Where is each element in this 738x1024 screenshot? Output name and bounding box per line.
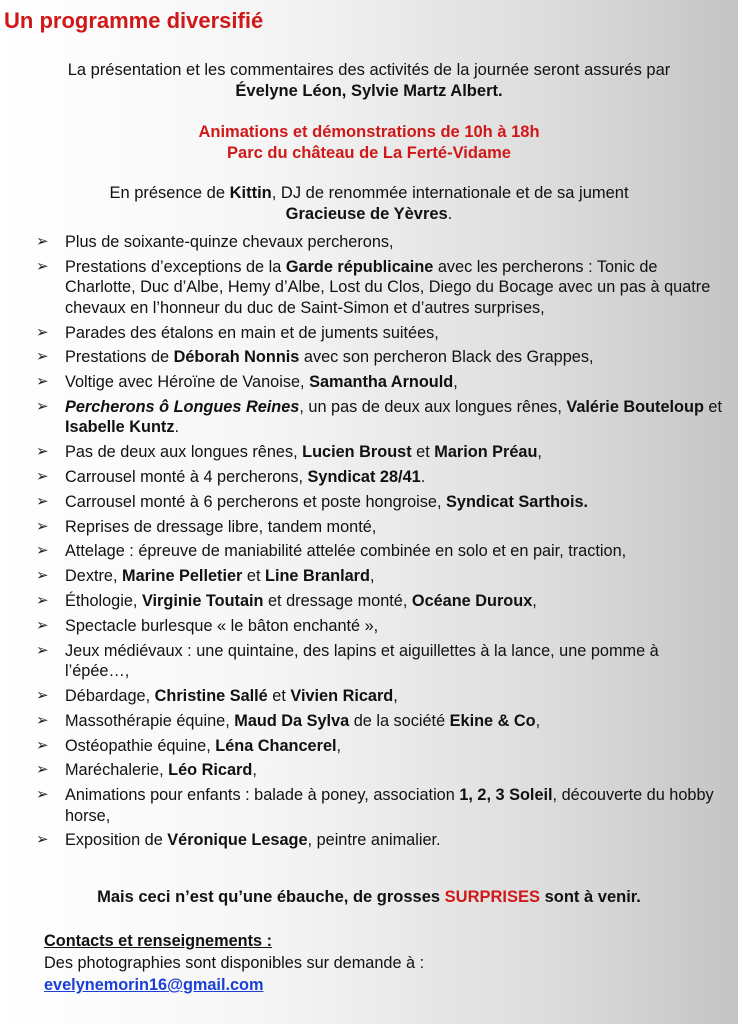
list-item: [36, 442, 726, 463]
item-text: Dextre,: [65, 567, 123, 586]
item-bold: Vivien Ricard: [290, 686, 394, 705]
item-text: et: [242, 567, 266, 586]
arrow-bullet-icon: ➢: [36, 348, 49, 366]
item-text: ,: [369, 567, 375, 586]
item-text: Prestations d’exceptions de la: [65, 257, 286, 276]
animations-hours: Animations et démonstrations de 10h à 18h: [198, 123, 540, 141]
item-bold: Léna Chancerel: [215, 736, 337, 755]
list-item: [36, 830, 726, 851]
item-bold: Véronique Lesage: [167, 831, 308, 850]
arrow-bullet-icon: ➢: [36, 616, 49, 634]
contacts-line: Des photographies sont disponibles sur demande à :: [44, 954, 425, 972]
closing-text: Mais ceci n’est qu’une ébauche, de grosses: [97, 888, 445, 906]
item-text: ,: [535, 711, 541, 730]
list-item: [36, 711, 726, 732]
contacts-heading: Contacts et renseignements :: [44, 932, 272, 950]
item-text: et: [267, 686, 291, 705]
item-text: ,: [252, 761, 257, 780]
item-bold: Garde républicaine: [285, 257, 434, 276]
arrow-bullet-icon: ➢: [36, 831, 49, 849]
list-item: [36, 257, 726, 319]
kittin-block: [0, 183, 738, 225]
closing-statement: [0, 888, 738, 907]
kittin-prefix: En présence de: [109, 184, 230, 202]
list-item: [36, 686, 726, 707]
kittin-horse: Gracieuse de Yèvres: [285, 205, 448, 223]
arrow-bullet-icon: ➢: [36, 567, 49, 585]
item-bold: 1, 2, 3 Soleil: [459, 786, 553, 805]
list-item: [36, 397, 726, 438]
item-text: ,: [453, 373, 458, 392]
arrow-bullet-icon: ➢: [36, 641, 49, 659]
item-text: Reprises de dressage libre, tandem monté,: [65, 517, 377, 536]
item-text: ,: [336, 736, 342, 755]
item-text: ,: [532, 592, 537, 611]
item-text: et: [411, 443, 435, 462]
list-item: [36, 760, 726, 781]
item-text: avec son percheron Black des Grappes,: [299, 348, 594, 367]
item-bold: Virginie Toutain: [141, 592, 264, 611]
arrow-bullet-icon: ➢: [36, 323, 49, 341]
item-text: Plus de soixante-quinze chevaux percherons,: [65, 233, 394, 251]
list-item: [36, 616, 726, 637]
list-item: [36, 641, 726, 682]
item-bold: Syndicat Sarthois.: [446, 492, 589, 511]
item-text: et: [703, 397, 723, 416]
list-item: [36, 323, 726, 344]
item-text: Exposition de: [65, 831, 168, 850]
animations-location: Parc du château de La Ferté-Vidame: [227, 144, 511, 162]
item-bold: Léo Ricard: [168, 761, 253, 780]
item-bold: Maud Da Sylva: [234, 711, 350, 730]
item-text: Massothérapie équine,: [65, 711, 235, 730]
item-text: , un pas de deux aux longues rênes,: [299, 397, 567, 416]
list-item: [36, 467, 726, 488]
arrow-bullet-icon: ➢: [36, 711, 49, 729]
item-bold-italic: Percherons ô Longues Reines: [65, 397, 300, 416]
list-item: [36, 736, 726, 757]
item-text: Maréchalerie,: [65, 761, 169, 780]
kittin-end: .: [447, 205, 453, 223]
list-item: [36, 492, 726, 513]
item-text: ,: [393, 686, 398, 705]
arrow-bullet-icon: ➢: [36, 397, 49, 415]
item-text: .: [174, 418, 180, 437]
closing-text: sont à venir.: [540, 888, 641, 906]
item-text: Carrousel monté à 6 percherons et poste hongroise,: [65, 492, 447, 511]
arrow-bullet-icon: ➢: [36, 373, 49, 391]
item-bold: Océane Duroux: [411, 592, 533, 611]
item-bold: Isabelle Kuntz: [65, 418, 175, 437]
surprises-word: SURPRISES: [444, 888, 541, 906]
animations-block: [0, 122, 738, 164]
arrow-bullet-icon: ➢: [36, 761, 49, 779]
item-bold: Line Branlard: [265, 567, 370, 586]
item-text: Ostéopathie équine,: [65, 736, 216, 755]
contacts-block: [44, 930, 424, 996]
item-bold: Samantha Arnould: [309, 373, 454, 392]
arrow-bullet-icon: ➢: [36, 443, 49, 461]
arrow-bullet-icon: ➢: [36, 786, 49, 804]
item-bold: Ekine & Co: [449, 711, 536, 730]
item-text: Prestations de: [65, 348, 174, 367]
item-bold: Christine Sallé: [154, 686, 268, 705]
item-bold: Marion Préau: [434, 443, 538, 462]
item-bold: Lucien Broust: [302, 443, 412, 462]
presenter-block: [0, 60, 738, 102]
list-item: [36, 591, 726, 612]
presenter-intro: La présentation et les commentaires des activités de la journée seront assurés par: [67, 61, 671, 79]
item-text: , peintre animalier.: [307, 831, 441, 850]
item-text: .: [420, 468, 426, 487]
item-bold: Marine Pelletier: [122, 567, 243, 586]
page-title: Un programme diversifié: [4, 8, 264, 33]
arrow-bullet-icon: ➢: [36, 257, 49, 275]
arrow-bullet-icon: ➢: [36, 592, 49, 610]
item-text: Attelage : épreuve de maniabilité attelée combinée en solo et en pair, traction,: [65, 542, 627, 561]
arrow-bullet-icon: ➢: [36, 468, 49, 486]
item-text: Jeux médiévaux : une quintaine, des lapins et aiguillettes à la lance, une pomme à l’épée…,: [65, 641, 659, 681]
item-text: , découverte du hobby horse,: [65, 786, 714, 825]
arrow-bullet-icon: ➢: [36, 686, 49, 704]
item-bold: Syndicat 28/41: [307, 468, 421, 487]
item-text: de la société: [349, 711, 450, 730]
item-text: Voltige avec Héroïne de Vanoise,: [65, 373, 310, 392]
list-item: [36, 232, 726, 253]
list-item: [36, 541, 726, 562]
item-bold: Déborah Nonnis: [173, 348, 300, 367]
arrow-bullet-icon: ➢: [36, 233, 49, 250]
item-bold: Valérie Bouteloup: [566, 397, 704, 416]
kittin-name: Kittin: [229, 184, 272, 202]
item-text: Carrousel monté à 4 percherons,: [65, 468, 308, 487]
list-item: [36, 517, 726, 538]
item-text: Spectacle burlesque « le bâton enchanté »,: [65, 616, 379, 635]
list-item: [36, 372, 726, 393]
item-text: Débardage,: [65, 686, 155, 705]
kittin-suffix: , DJ de renommée internationale et de sa jument: [271, 184, 629, 202]
arrow-bullet-icon: ➢: [36, 736, 49, 754]
presenter-names: Évelyne Léon, Sylvie Martz Albert.: [235, 82, 503, 100]
item-text: avec les percherons : Tonic de Charlotte, Duc d’Albe, Hemy d’Albe, Lost du Clos, Diego du Bocage avec un pas à quatre chevaux en l’honneur du duc de Saint-Simon et d’autres surprises,: [65, 257, 711, 317]
program-list: [36, 232, 726, 855]
item-text: Éthologie,: [65, 592, 142, 611]
arrow-bullet-icon: ➢: [36, 517, 49, 535]
email-link[interactable]: evelynemorin16@gmail.com: [44, 976, 264, 994]
item-text: Animations pour enfants : balade à poney, association: [65, 786, 460, 805]
arrow-bullet-icon: ➢: [36, 492, 49, 510]
item-text: et dressage monté,: [263, 592, 412, 611]
arrow-bullet-icon: ➢: [36, 542, 49, 560]
list-item: [36, 566, 726, 587]
list-item: [36, 347, 726, 368]
item-text: ,: [537, 443, 542, 462]
item-text: Parades des étalons en main et de juments suitées,: [65, 323, 439, 342]
list-item: [36, 785, 726, 826]
item-text: Pas de deux aux longues rênes,: [65, 443, 303, 462]
